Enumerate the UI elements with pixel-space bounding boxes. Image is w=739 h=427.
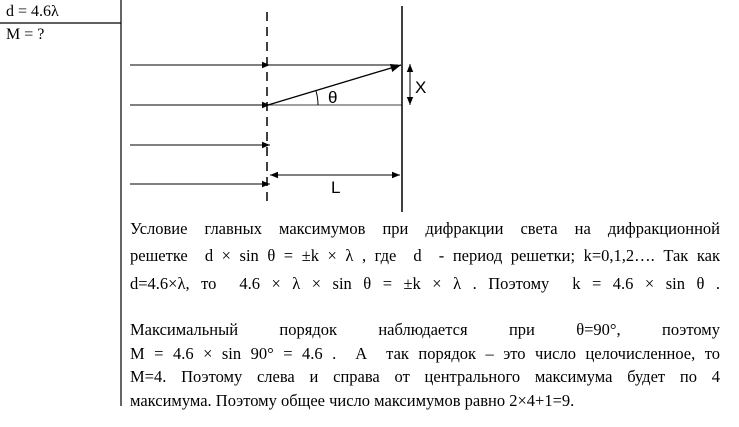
angle-arc [316,91,318,105]
text-line: решетке d × sin θ = ±k × λ , где d - период решетки; k=0,1,2…. Так как [130,245,720,265]
text-line: M = 4.6 × sin 90° = 4.6 . А так порядок – это число целочисленное, то [130,343,720,363]
solution-paragraph-2 [130,318,720,412]
text-line: Максимальный порядок наблюдается при θ=90°, поэтому [130,320,720,339]
text-line: d=4.6×λ, то 4.6 × λ × sin θ = ±k × λ . Поэтому k = 4.6 × sin θ . [130,274,720,293]
x-label: X [415,78,427,97]
text-line: Условие главных максимумов при дифракции света на дифракционной [130,219,720,238]
theta-label: θ [328,88,338,107]
solution-paragraph-1 [130,217,720,296]
text-line: максимума. Поэтому общее число максимумов равно 2×4+1=9. [130,390,575,410]
text-line: M=4. Поэтому слева и справа от центрального максимума будет по 4 [130,367,720,386]
given-m: M = ? [6,26,45,43]
l-label: L [331,178,341,197]
given-d: d = 4.6λ [6,3,59,20]
